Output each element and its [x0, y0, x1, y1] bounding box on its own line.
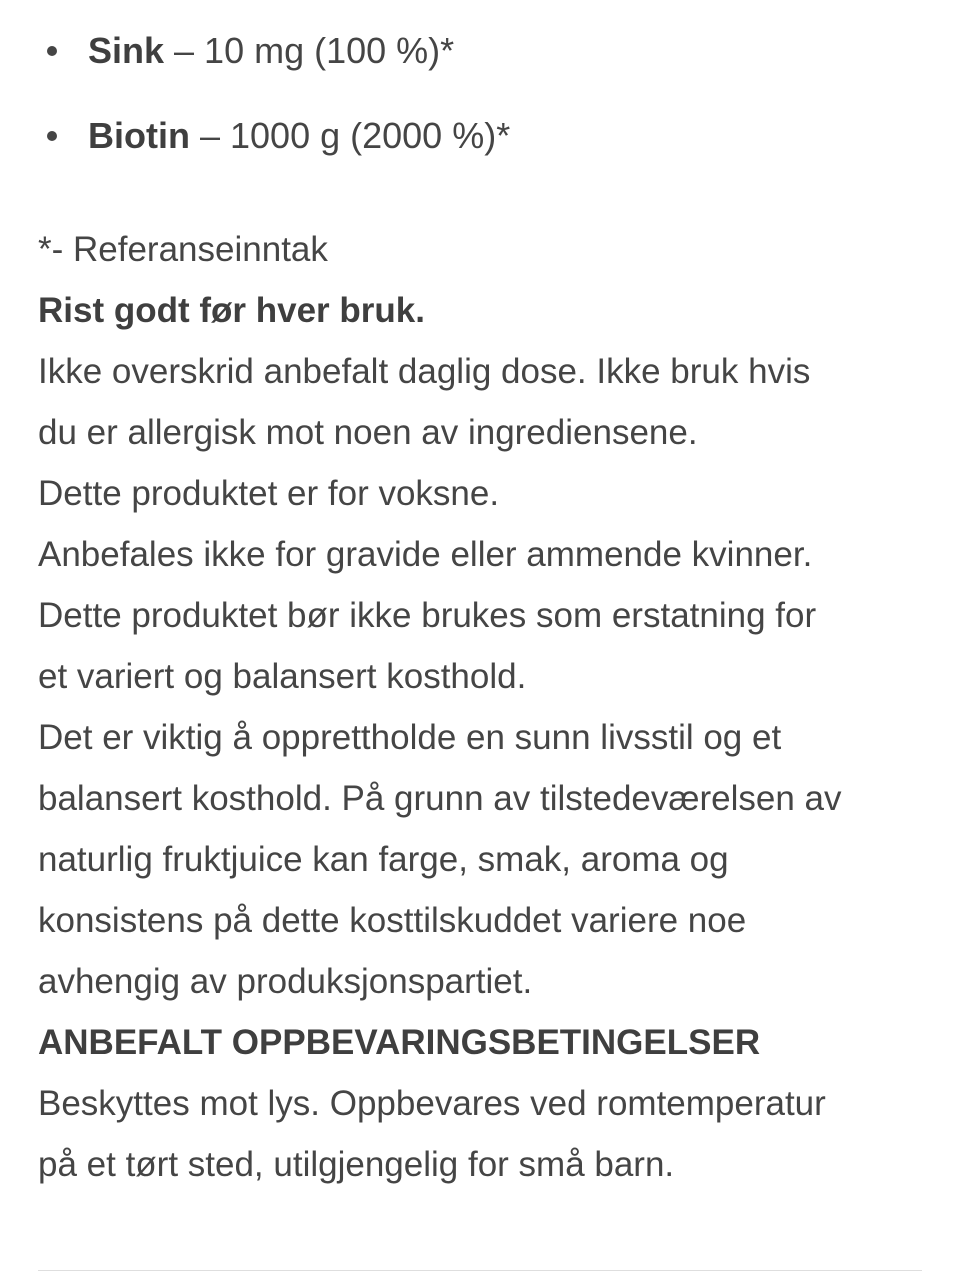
nutrient-detail: – 1000 g (2000 %)*	[189, 115, 511, 156]
list-item	[38, 107, 918, 165]
bullet-icon	[47, 131, 57, 141]
list-item	[38, 22, 918, 80]
nutrient-text	[88, 107, 510, 165]
text-line: naturlig fruktjuice kan farge, smak, aroma og	[38, 840, 729, 879]
bullet-icon	[47, 46, 57, 56]
storage-line: Beskyttes mot lys. Oppbevares ved romtemperatur	[38, 1084, 826, 1123]
storage-line: på et tørt sted, utilgjengelig for små barn.	[38, 1145, 675, 1184]
text-line: Dette produktet bør ikke brukes som erstatning for	[38, 596, 817, 635]
reference-note: *- Referanseinntak	[38, 230, 328, 269]
divider	[38, 1270, 922, 1271]
text-line: Ikke overskrid anbefalt daglig dose. Ikke bruk hvis	[38, 352, 811, 391]
text-line: Det er viktig å opprettholde en sunn livsstil og et	[38, 718, 782, 757]
text-line: et variert og balansert kosthold.	[38, 657, 527, 696]
text-line: Anbefales ikke for gravide eller ammende kvinner.	[38, 535, 813, 574]
text-line: avhengig av produksjonspartiet.	[38, 962, 533, 1001]
text-line: du er allergisk mot noen av ingrediensene.	[38, 413, 698, 452]
nutrient-name: Sink	[88, 30, 165, 71]
storage-heading: ANBEFALT OPPBEVARINGSBETINGELSER	[38, 1023, 761, 1062]
usage-information	[38, 219, 928, 1195]
shake-note: Rist godt før hver bruk.	[38, 291, 425, 330]
nutrient-text	[88, 22, 454, 80]
text-line: Dette produktet er for voksne.	[38, 474, 500, 513]
nutrient-detail: – 10 mg (100 %)*	[164, 30, 455, 71]
text-line: konsistens på dette kosttilskuddet variere noe	[38, 901, 747, 940]
nutrient-list	[38, 22, 918, 165]
nutrient-name: Biotin	[88, 115, 190, 156]
text-line: balansert kosthold. På grunn av tilstedeværelsen av	[38, 779, 842, 818]
